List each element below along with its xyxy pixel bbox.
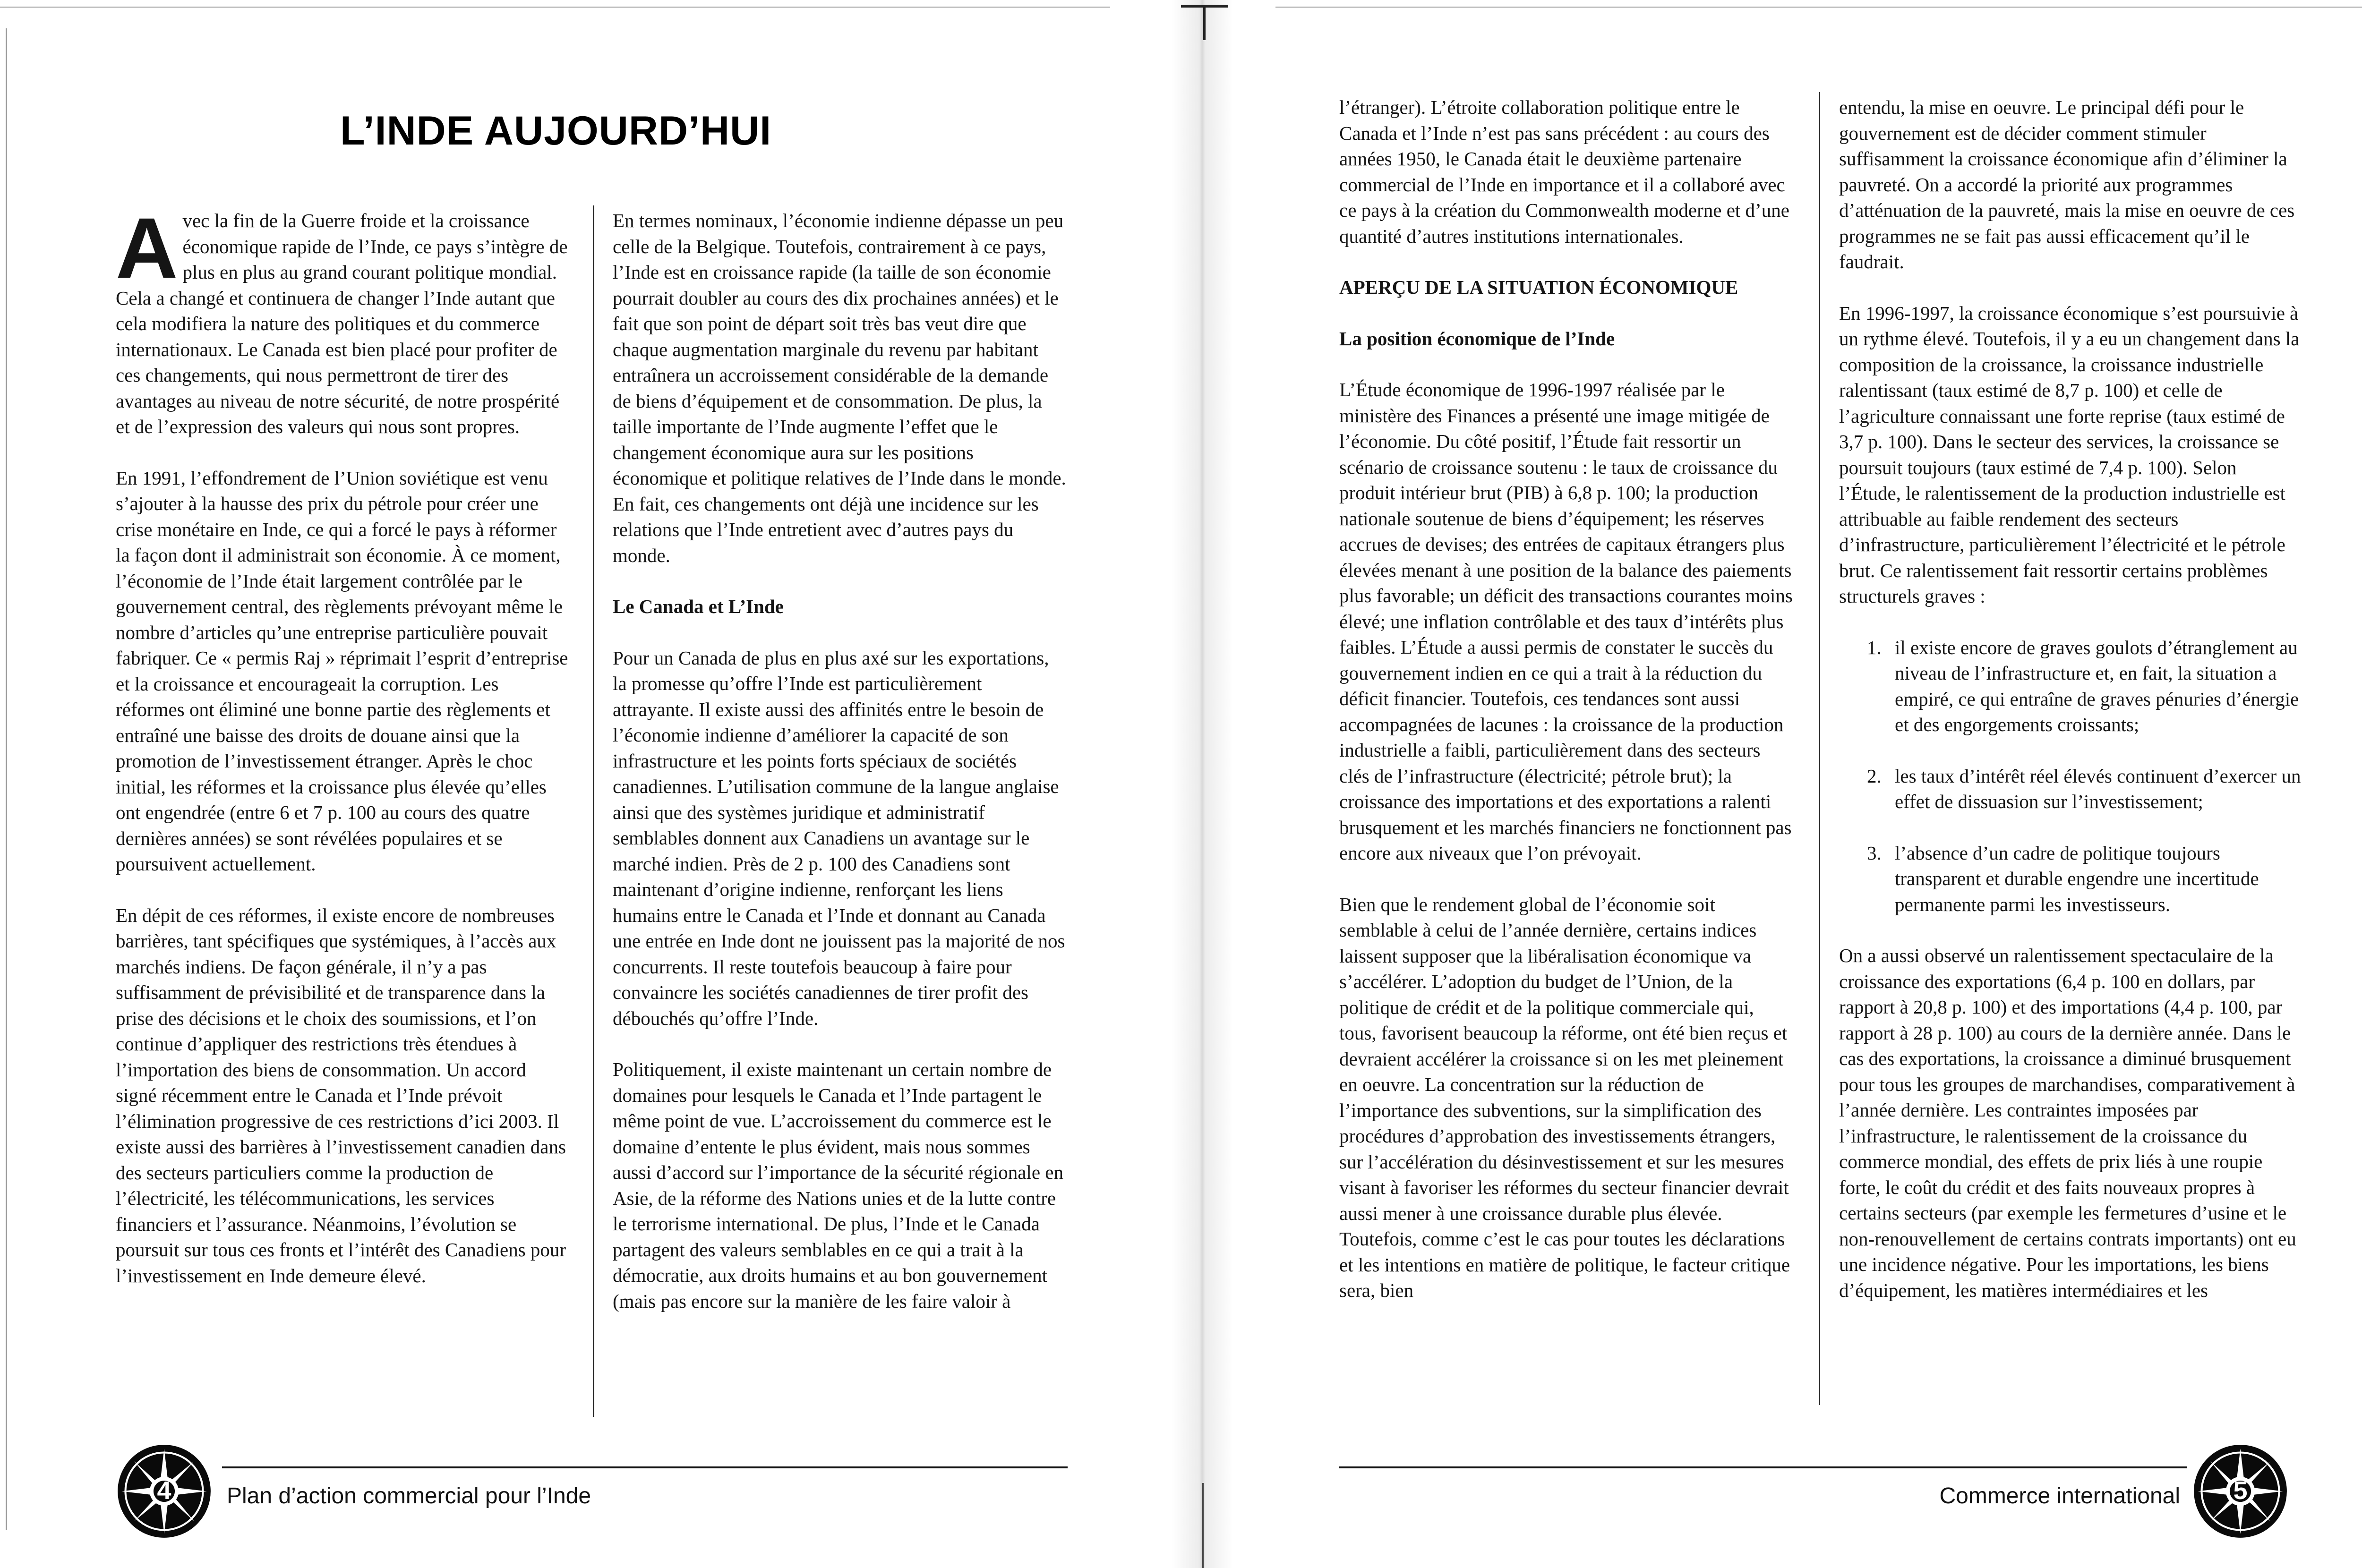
column-divider (593, 205, 594, 1417)
paragraph: entendu, la mise en oeuvre. Le principal défi pour le gouvernement est de décider comment stimuler suffisamment la croissance économique afin d’éliminer la pauvreté. On a accordé la priorité aux programmes d’atténuation de la pauvreté, mais la mise en oeuvre de ces programmes ne se fait pas aussi efficacement qu’il le faudrait. (1839, 96, 2295, 273)
paragraph: En 1996-1997, la croissance économique s’est poursuivie à un rythme élevé. Toutefois, il y a eu un changement dans la composition de la croissance, la croissance industrielle ralentissant (taux estimé de 8,7 p. 100) et celle de l’agriculture connaissant une forte reprise (taux estimé de 3,7 p. 100). Dans le secteur des services, la croissance se poursuit toujours (taux estimé de 7,4 p. 100). Selon l’Étude, le ralentissement de la production industrielle est attribuable au faible rendement des secteurs d’infrastructure, particulièrement l’électricité et le pétrole brut. Ce ralentissement fait ressortir certains problèmes structurels graves : (1839, 302, 2300, 607)
column-divider (1819, 92, 1820, 1405)
book-gutter (1172, 0, 1233, 1568)
list-item: 2. les taux d’intérêt réel élevés continuent d’exercer un effet de dissuasion sur l’investissement; (1886, 763, 2302, 815)
left-page-margin-line (6, 28, 7, 1530)
spine-stem (1203, 5, 1206, 40)
section-heading: Le Canada et L’Inde (613, 596, 784, 617)
left-page-column-2 (613, 208, 1066, 1314)
list-item: 3. l’absence d’un cadre de politique toujours transparent et durable engendre une incertitude permanente parmi les investisseurs. (1886, 840, 2302, 918)
left-page-column-1 (116, 200, 572, 1288)
left-page-top-edge (0, 7, 1110, 8)
paragraph: En 1991, l’effondrement de l’Union soviétique est venu s’ajouter à la hausse des prix du pétrole pour créer une crise monétaire en Inde, ce qui a forcé le pays à réformer la façon dont il administrait son économie. À ce moment, l’économie de l’Inde était largement contrôlée par le gouvernement central, des règlements prévoyant même le nombre d’articles qu’une entreprise particulière pouvait fabriquer. Ce « permis Raj » réprimait l’esprit d’entreprise et la croissance et encourageait la corruption. Les réformes ont éliminé une bonne partie des règlements et entraîné une baisse des droits de douane ainsi que la promotion de l’investissement étranger. Après le choc initial, les réformes et la croissance plus élevée qu’elles ont engendrée (entre 6 et 7 p. 100 au cours des quatre dernières années) se sont révélées populaires et se poursuivent actuellement. (116, 467, 568, 875)
subsection-heading: La position économique de l’Inde (1339, 327, 1615, 349)
footer-title: Plan d’action commercial pour l’Inde (227, 1483, 591, 1508)
footer-rule-right (1339, 1466, 2187, 1468)
spine-foot-line (1202, 1483, 1204, 1568)
paragraph: Politiquement, il existe maintenant un certain nombre de domaines pour lesquels le Canada et l’Inde partagent le même point de vue. L’accroissement du commerce est le domaine d’entente le plus évident, mais nous sommes aussi d’accord sur l’importance de la sécurité régionale en Asie, de la réforme des Nations unies et de la lutte contre le terrorisme international. De plus, l’Inde et le Canada partagent des valeurs semblables en ce qui a trait à la démocratie, aux droits humains et au bon gouvernement (mais pas encore sur la manière de les faire valoir à (613, 1058, 1063, 1312)
footer-emblem-right (2192, 1443, 2289, 1540)
drop-cap: A (116, 200, 178, 296)
list-item: 1. il existe encore de graves goulots d’étranglement au niveau de l’infrastructure et, en fait, la situation a empiré, ce qui entraîne de graves pénuries d’énergie et des engorgements croissants; (1886, 635, 2302, 738)
footer-title: Commerce international (1939, 1483, 2180, 1508)
page-number: 5 (2233, 1476, 2248, 1505)
paragraph: l’étranger). L’étroite collaboration politique entre le Canada et l’Inde n’est pas sans précédent : au cours des années 1950, le Canada était le deuxième partenaire commercial de l’Inde en importance et il a collaboré avec ce pays à la création du Commonwealth moderne et d’une quantité d’autres institutions internationales. (1339, 96, 1789, 247)
problem-list (1839, 635, 2302, 918)
right-page-column-1 (1339, 94, 1793, 1304)
paragraph: Pour un Canada de plus en plus axé sur les exportations, la promesse qu’offre l’Inde est particulièrement attrayante. Il existe aussi des affinités entre le besoin de l’économie indienne d’améliorer la capacité de son infrastructure et les points forts spéciaux de sociétés canadiennes. L’utilisation commune de la langue anglaise ainsi que des systèmes juridique et administratif semblables donnent aux Canadiens un avantage sur le marché indien. Près de 2 p. 100 des Canadiens sont maintenant d’origine indienne, renforçant les liens humains entre le Canada et l’Inde et donnant au Canada une entrée en Inde dont ne jouissent pas la majorité de nos concurrents. Il reste toutefois beaucoup à faire pour convaincre les sociétés canadiennes de tirer profit des débouchés qu’offre l’Inde. (613, 647, 1065, 1029)
paragraph: On a aussi observé un ralentissement spectaculaire de la croissance des exportations (6,4 p. 100 en dollars, par rapport à 20,8 p. 100) et des importations (4,4 p. 100, par rapport à 28 p. 100) au cours de la dernière année. Dans le cas des exportations, la croissance a diminué brusquement pour tous les groupes de marchandises, comparativement à l’année dernière. Les contraintes imposées par l’infrastructure, le ralentissement de la croissance du commerce mondial, des effets de prix liés à une roupie forte, le coût du crédit et des faits nouveaux propres à certains secteurs (par exemple les fermetures d’usine et le non-renouvellement de certains contrats importants) ont eu une incidence négative. Pour les importations, les biens d’équipement, les matières intermédiaires et les (1839, 945, 2296, 1301)
page-title: L’INDE AUJOURD’HUI (340, 108, 772, 153)
section-heading: APERÇU DE LA SITUATION ÉCONOMIQUE (1339, 276, 1738, 298)
right-page-column-2 (1839, 94, 2302, 1303)
footer-rule-left (222, 1466, 1068, 1468)
right-page-top-edge (1275, 7, 2362, 8)
paragraph: Bien que le rendement global de l’économie soit semblable à celui de l’année dernière, certains indices laissent supposer que la libéralisation économique va s’accélérer. L’adoption du budget de l’Union, de la politique de crédit et de la politique commerciale qui, tous, favorisent beaucoup la réforme, ont été bien reçus et devraient accélérer la croissance si on les met pleinement en oeuvre. La concentration sur la réduction de l’importance des subventions, sur la simplification des procédures d’approbation des investissements étrangers, sur l’accélération du désinvestissement et sur les mesures visant à favoriser les réformes du secteur financier devrait aussi mener à une croissance durable plus élevée. Toutefois, comme c’est le cas pour toutes les déclarations et les intentions en matière de politique, le facteur critique sera, bien (1339, 893, 1790, 1301)
footer-emblem-left (116, 1443, 213, 1540)
page-number: 4 (157, 1476, 171, 1505)
paragraph: En dépit de ces réformes, il existe encore de nombreuses barrières, tant spécifiques que systémiques, à l’accès aux marchés indiens. De façon générale, il n’y a pas suffisamment de prévisibilité et de transparence dans la prise des décisions et le choix des soumissions, et l’on continue d’appliquer des restrictions très étendues à l’importation des biens de consommation. Un accord signé récemment entre le Canada et l’Inde prévoit l’élimination progressive de ces restrictions d’ici 2003. Il existe aussi des barrières à l’investissement canadien dans des secteurs particuliers comme la production de l’électricité, les télécommunications, les services financiers et l’assurance. Néanmoins, l’évolution se poursuit sur tous ces fronts et l’intérêt des Canadiens pour l’investissement en Inde demeure élevé. (116, 904, 566, 1287)
paragraph: En termes nominaux, l’économie indienne dépasse un peu celle de la Belgique. Toutefois, contrairement à ce pays, l’Inde est en croissance rapide (la taille de son économie pourrait doubler au cours des dix prochaines années) et le fait que son point de départ soit très bas veut dire que chaque augmentation marginale du revenu par habitant entraînera un accroissement considérable de la demande de biens d’équipement et de consommation. De plus, la taille importante de l’Inde augmente l’effet que le changement économique aura sur les positions économique et politique relatives de l’Inde dans le monde. En fait, ces changements ont déjà une incidence sur les relations que l’Inde entretient avec d’autres pays du monde. (613, 210, 1066, 566)
intro-paragraph: Avec la fin de la Guerre froide et la croissance économique rapide de l’Inde, ce pays s’intègre de plus en plus au grand courant politique mondial. Cela a changé et continuera de changer l’Inde autant que cela modifiera la nature des politiques et du commerce internationaux. Le Canada est bien placé pour profiter de ces changements, qui nous permettront de tirer des avantages au niveau de notre sécurité, de notre prospérité et de l’expression des valeurs qui nous sont propres. (116, 200, 568, 437)
paragraph: L’Étude économique de 1996-1997 réalisée par le ministère des Finances a présenté une image mitigée de l’économie. Du côté positif, l’Étude fait ressortir un scénario de croissance soutenu : le taux de croissance du produit intérieur brut (PIB) à 6,8 p. 100; la production nationale soutenue de biens d’équipement; les réserves accrues de devises; des entrées de capitaux étrangers plus élevées menant à une position de la balance des paiements plus favorable; un déficit des transactions courantes moins élevé; une inflation contrôlable et des taux d’intérêts plus faibles. L’Étude a aussi permis de constater le succès du gouvernement indien en ce qui a trait à la réduction du déficit financier. Toutefois, ces tendances sont aussi accompagnées de lacunes : la croissance de la production industrielle a faibli, particulièrement dans des secteurs clés de l’infrastructure (électricité; pétrole brut); la croissance des importations et des exportations a ralenti brusquement et les marchés financiers ne fonctionnent pas encore aux niveaux que l’on prévoyait. (1339, 379, 1793, 864)
